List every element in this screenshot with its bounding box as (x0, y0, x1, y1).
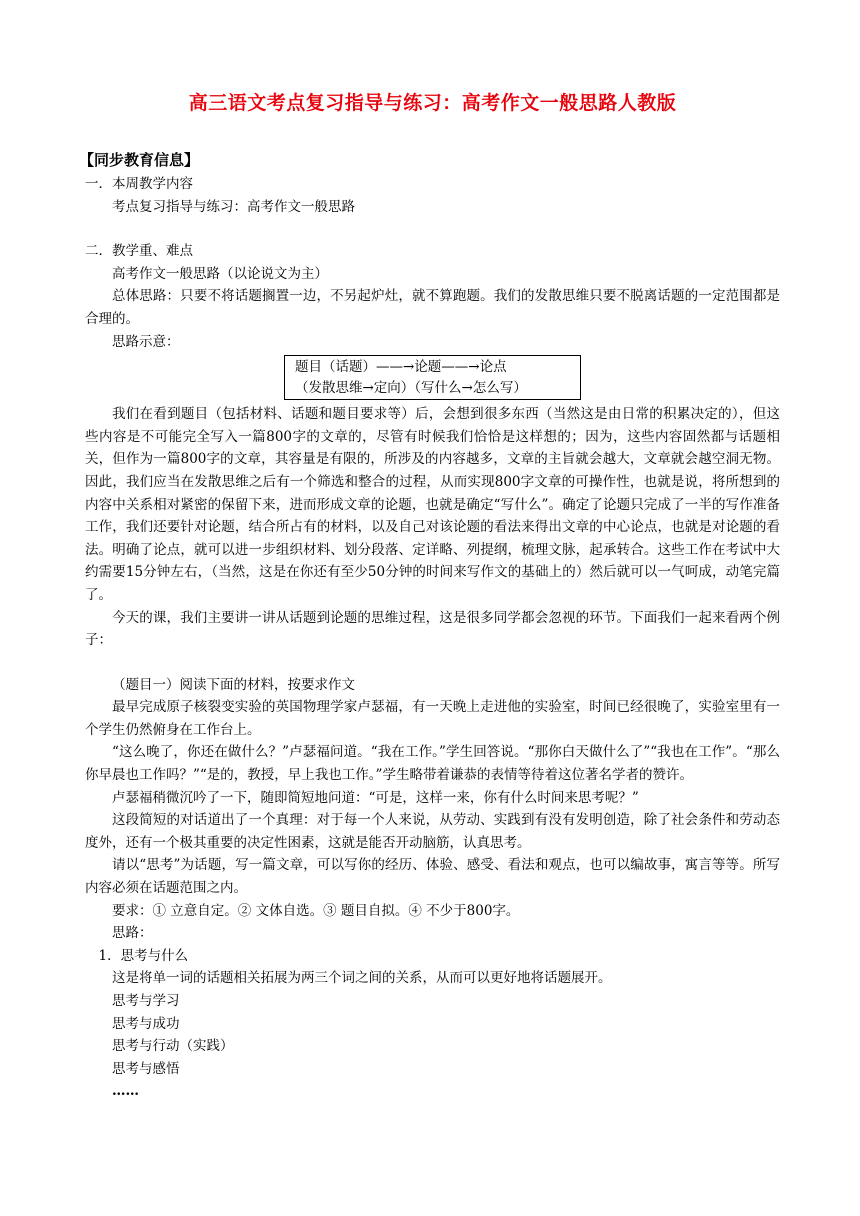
diagram-line-1: 题目（话题）——→论题——→论点 (295, 359, 507, 376)
document-title: 高三语文考点复习指导与练习：高考作文一般思路人教版 (188, 92, 677, 114)
list-item: 思考与行动（实践） (112, 1038, 234, 1055)
example1-heading: （题目一）阅读下面的材料，按要求作文 (112, 676, 355, 693)
diagram-line-2: （发散思维→定向）（写什么→怎么写） (295, 380, 527, 397)
list-item: 思考与感悟 (112, 1060, 180, 1077)
example1-paragraph-2: “这么晚了，你还在做什么？”卢瑟福问道。“我在工作。”学生回答说。“那你白天做什么了”“我也在工作”。“那么你早晨也工作吗？”“是的，教授，早上我也工作。”学生略带着谦恭的表情等待着这位著名学者的赞许。 (85, 744, 780, 784)
diagram-label: 思路示意： (112, 333, 180, 350)
paragraph-main: 我们在看到题目（包括材料、话题和题目要求等）后，会想到很多东西（当然这是由日常的积累决定的），但这些内容是不可能完全写入一篇800字的文章的，尽管有时候我们恰恰是这样想的；因为，这些内容固然都与话题相关，但作为一篇800字的文章，其容量是有限的，所涉及的内容越多，文章的主旨就会越大，文章就会越空洞无物。因此，我们应当在发散思维之后有一个筛选和整合的过程，从而实现800字文章的可操作性，也就是说，将所想到的内容中关系相对紧密的保留下来，进而形成文章的论题，也就是确定“写什么”。确定了论题只完成了一半的写作准备工作，我们还要针对论题，结合所占有的材料，以及自己对该论题的看法来得出文章的中心论点，也就是对论题的看法。明确了论点，就可以进一步组织材料、划分段落、定详略、列提纲，梳理文脉，起承转合。这些工作在考试中大约需要15分钟左右，（当然，这是在你还有至少50分钟的时间来写作文的基础上的）然后就可以一气呵成，动笔完篇了。 (85, 406, 780, 603)
requirements: 要求：① 立意自定。② 文体自选。③ 题目自拟。④ 不少于800字。 (112, 902, 520, 919)
example1-paragraph-1: 最早完成原子核裂变实验的英国物理学家卢瑟福，有一天晚上走进他的实验室，时间已经很晚了，实验室里有一个学生仍然俯身在工作台上。 (85, 699, 780, 738)
example1-paragraph-3: 卢瑟福稍微沉吟了一下，随即简短地问道：“可是，这样一来，你有什么时间来思考呢？” (112, 789, 639, 806)
numbered-item-1: 1．思考与什么 (98, 947, 189, 964)
part1-body: 考点复习指导与练习：高考作文一般思路 (112, 198, 355, 215)
paragraph-intro-examples: 今天的课，我们主要讲一讲从话题到论题的思维过程，这是很多同学都会忽视的环节。下面我们一起来看两个例子： (85, 609, 780, 649)
list-item: 思考与成功 (112, 1015, 180, 1032)
section-header: 【同步教育信息】 (79, 151, 200, 169)
example1-paragraph-5: 请以“思考”为话题，写一篇文章，可以写你的经历、体验、感受、看法和观点，也可以编故事，寓言等等。所写内容必须在话题范围之内。 (85, 857, 780, 897)
list-item: 思考与学习 (112, 993, 180, 1009)
thinking-label: 思路： (112, 925, 153, 942)
overall-thinking: 总体思路：只要不将话题搁置一边，不另起炉灶，就不算跑题。我们的发散思维只要不脱离话题的一定范围都是合理的。 (85, 288, 780, 327)
part2-subtitle: 高考作文一般思路（以论说文为主） (112, 265, 328, 282)
item1-description: 这是将单一词的话题相关拓展为两三个词之间的关系，从而可以更好地将话题展开。 (112, 970, 612, 987)
example1-paragraph-4: 这段简短的对话道出了一个真理：对于每一个人来说，从劳动、实践到有没有发明创造，除了社会条件和劳动态度外，还有一个极其重要的决定性困素，这就是能否开动脑筋，认真思考。 (85, 812, 780, 851)
document-page (79, 88, 780, 1103)
part2-heading: 二．教学重、难点 (85, 243, 193, 260)
thinking-diagram-box (284, 355, 581, 400)
part1-heading: 一．本周教学内容 (85, 176, 193, 192)
list-item-ellipsis: …… (112, 1083, 139, 1100)
